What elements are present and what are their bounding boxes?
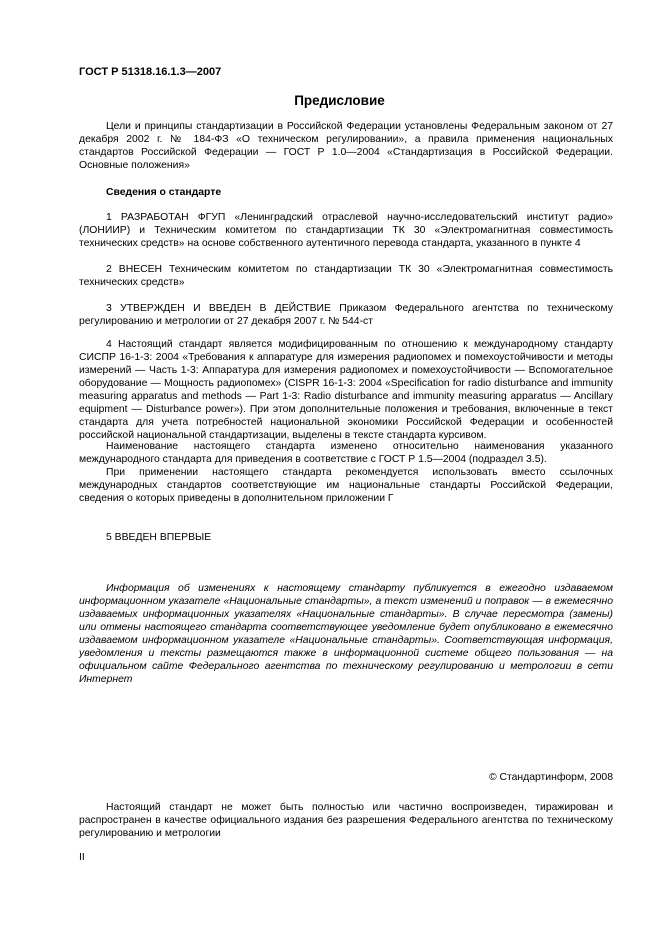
- page-title: Предисловие: [294, 93, 385, 108]
- copyright: © Стандартинформ, 2008: [488, 772, 613, 783]
- item-4-name-change: Наименование настоящего стандарта изменено относительно наименования указанного международного стандарта для приведения в соответствие с ГОСТ Р 1.5—2004 (подраздел 3.5).: [79, 441, 613, 465]
- page-number: II: [79, 852, 85, 863]
- item-4-references: При применении настоящего стандарта рекомендуется использовать вместо ссылочных международных стандартов соответствующие им национальные стандарты Российской Федерации, сведения о которых приведены в дополнительном приложении Г: [79, 467, 613, 504]
- item-4-modification: 4 Настоящий стандарт является модифицированным по отношению к международному стандарту СИСПР 16-1-3: 2004 «Требования к аппаратуре для измерения радиопомех и помехоустойчивости и методы измерений — Часть 1-3: Аппаратура для измерения радиопомех и помехоустойчивости — Вспомогательное оборудование — Мощность радиопомех» (CISPR 16-1-3: 2004 «Specification for radio disturbance and immunity measuring apparatus and methods — Part 1-3: Radio disturbance and immunity measuring apparatus — Ancillary equipment — Disturbance power»). При этом дополнительные положения и требования, включенные в текст стандарта для учета потребностей национальной экономики Российской Федерации и особенностей российской национальной стандартизации, выделены в тексте стандарта курсивом.: [79, 339, 613, 441]
- intro-paragraph: Цели и принципы стандартизации в Российской Федерации установлены Федеральным законом от 27 декабря 2002 г. № 184-ФЗ «О техническом регулировании», а правила применения национальных стандартов Российской Федерации — ГОСТ Р 1.0—2004 «Стандартизация в Российской Федерации. Основные положения»: [79, 121, 613, 171]
- reproduction-notice: Настоящий стандарт не может быть полностью или частично воспроизведен, тиражирован и распространен в качестве официального издания без разрешения Федерального агентства по техническому регулированию и метрологии: [79, 802, 613, 839]
- item-1-developed: 1 РАЗРАБОТАН ФГУП «Ленинградский отраслевой научно-исследовательский институт радио» (ЛОНИИР) и Техническим комитетом по стандартизации ТК 30 «Электромагнитная совместимость технических средств» на основе собственного аутентичного перевода стандарта, указанного в пункте 4: [79, 212, 613, 249]
- item-2-submitted: 2 ВНЕСЕН Техническим комитетом по стандартизации ТК 30 «Электромагнитная совместимость технических средств»: [79, 264, 613, 288]
- item-3-approved: 3 УТВЕРЖДЕН И ВВЕДЕН В ДЕЙСТВИЕ Приказом Федерального агентства по техническому регулированию и метрологии от 27 декабря 2007 г. № 544-ст: [79, 303, 613, 327]
- standard-info-heading: Сведения о стандарте: [106, 187, 222, 198]
- document-code: ГОСТ Р 51318.16.1.3—2007: [79, 66, 222, 78]
- item-5-introduced: 5 ВВЕДЕН ВПЕРВЫЕ: [106, 532, 212, 543]
- changes-notice: Информация об изменениях к настоящему стандарту публикуется в ежегодно издаваемом информационном указателе «Национальные стандарты», а текст изменений и поправок — в ежемесячно издаваемых информационных указателях «Национальные стандарты». В случае пересмотра (замены) или отмены настоящего стандарта соответствующее уведомление будет опубликовано в ежемесячно издаваемом информационном указателе «Национальные стандарты». Соответствующая информация, уведомления и тексты размещаются также в информационной системе общего пользования — на официальном сайте Федерального агентства по техническому регулированию и метрологии в сети Интернет: [79, 583, 613, 685]
